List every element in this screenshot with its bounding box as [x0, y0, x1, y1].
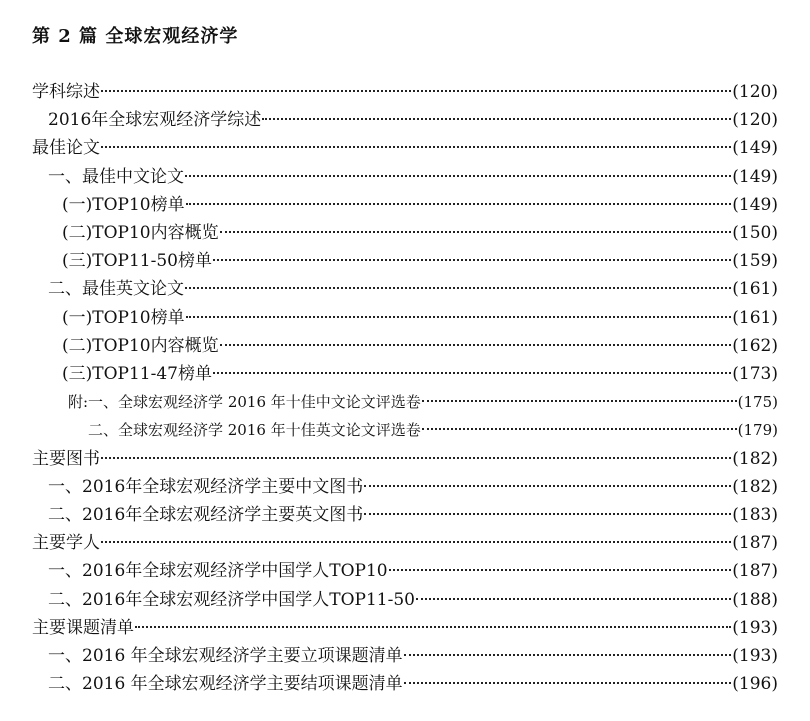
toc-entry-page-number: (196)	[732, 674, 778, 695]
toc-entry-page-number: (187)	[732, 561, 778, 582]
toc-entry-label: (二)TOP10内容概览	[62, 335, 219, 356]
toc-entry-page-number: (188)	[732, 589, 778, 610]
toc-entry-label: 一、2016年全球宏观经济学中国学人TOP10	[48, 561, 388, 582]
toc-entry-label: 一、最佳中文论文	[48, 166, 184, 187]
toc-entry-label: 二、最佳英文论文	[48, 279, 184, 300]
toc-entry[interactable]	[62, 306, 778, 330]
dot-leader	[185, 175, 731, 177]
toc-entry-page-number: (187)	[732, 533, 778, 554]
toc-entry-page-number: (182)	[732, 476, 778, 497]
toc-entry-label: 附:一、全球宏观经济学 2016 年十佳中文论文评选卷	[68, 393, 421, 412]
toc-entry-label: (三)TOP11-47榜单	[62, 364, 212, 384]
toc-entry-label: 二、2016 年全球宏观经济学主要结项课题清单	[48, 674, 403, 695]
toc-entry-label: 二、2016年全球宏观经济学主要英文图书	[48, 505, 364, 525]
dot-leader	[422, 428, 737, 430]
toc-entry[interactable]	[48, 588, 778, 612]
toc-entry-label: (一)TOP10榜单	[62, 307, 185, 328]
toc-entry[interactable]	[32, 616, 778, 640]
dot-leader	[404, 682, 732, 684]
dot-leader	[186, 203, 732, 205]
toc-entry[interactable]	[62, 249, 778, 273]
toc-entry-label: (三)TOP11-50榜单	[62, 251, 212, 272]
toc-entry[interactable]	[48, 277, 778, 301]
dot-leader	[220, 231, 732, 233]
toc-entry[interactable]	[48, 108, 778, 132]
dot-leader	[213, 372, 731, 374]
dot-leader	[404, 654, 732, 656]
dot-leader	[422, 400, 737, 402]
toc-entry-page-number: (162)	[732, 335, 778, 356]
toc-entry-page-number: (120)	[732, 82, 778, 102]
toc-entry-label: 学科综述	[32, 82, 100, 102]
toc-entry-page-number: (173)	[732, 364, 778, 384]
toc-entry-label: 一、2016年全球宏观经济学主要中文图书	[48, 476, 364, 497]
dot-leader	[389, 569, 732, 571]
toc-entry-page-number: (161)	[732, 307, 778, 328]
toc-entry[interactable]	[48, 503, 778, 527]
toc-entry-label: (一)TOP10榜单	[62, 194, 185, 215]
toc-entry-page-number: (149)	[732, 166, 778, 187]
toc-entry[interactable]	[62, 334, 778, 358]
toc-entry-page-number: (182)	[732, 448, 778, 469]
toc-entry[interactable]	[32, 80, 778, 104]
toc-entry-page-number: (149)	[732, 138, 778, 159]
dot-leader	[101, 146, 731, 148]
toc-entry[interactable]	[32, 136, 778, 160]
dot-leader	[213, 259, 731, 261]
toc-entry-page-number: (120)	[732, 110, 778, 131]
dot-leader	[262, 118, 731, 120]
toc-entry-page-number: (175)	[737, 393, 778, 412]
toc-entry-label: 二、全球宏观经济学 2016 年十佳英文论文评选卷	[88, 421, 421, 440]
toc-entry[interactable]	[48, 165, 778, 189]
toc-entry[interactable]	[88, 418, 778, 442]
toc-entry-label: 最佳论文	[32, 138, 100, 159]
toc-entry[interactable]	[48, 644, 778, 668]
toc-entry-page-number: (183)	[732, 505, 778, 525]
toc-entry-label: 二、2016年全球宏观经济学中国学人TOP11-50	[48, 589, 415, 610]
dot-leader	[101, 457, 731, 459]
dot-leader	[416, 598, 731, 600]
section-heading: 第 2 篇 全球宏观经济学	[32, 26, 239, 47]
dot-leader	[186, 316, 732, 318]
dot-leader	[364, 513, 731, 515]
toc-entry[interactable]	[32, 531, 778, 555]
dot-leader	[135, 626, 731, 628]
toc-entry-page-number: (193)	[732, 617, 778, 638]
toc-entry-page-number: (179)	[737, 421, 778, 440]
dot-leader	[364, 485, 731, 487]
toc-entry[interactable]	[62, 193, 778, 217]
toc-entry[interactable]	[48, 672, 778, 696]
dot-leader	[101, 90, 731, 92]
dot-leader	[101, 541, 731, 543]
dot-leader	[185, 287, 731, 289]
toc-entry-label: 2016年全球宏观经济学综述	[48, 110, 262, 131]
toc-entry[interactable]	[32, 447, 778, 471]
toc-entry[interactable]	[68, 390, 778, 414]
toc-entry[interactable]	[62, 362, 778, 386]
toc-entry-page-number: (161)	[732, 279, 778, 300]
toc-entry-page-number: (159)	[732, 251, 778, 272]
toc-entry[interactable]	[62, 221, 778, 245]
toc-entry[interactable]	[48, 559, 778, 583]
toc-entry-label: 主要学人	[32, 533, 100, 554]
toc-entry-page-number: (193)	[732, 646, 778, 666]
toc-entry-page-number: (150)	[732, 223, 778, 243]
toc-entry-label: 主要课题清单	[32, 617, 134, 638]
toc-entry-label: 一、2016 年全球宏观经济学主要立项课题清单	[48, 646, 403, 666]
toc-entry-label: 主要图书	[32, 448, 100, 469]
dot-leader	[220, 344, 732, 346]
toc-entry-page-number: (149)	[732, 194, 778, 215]
toc-entry-label: (二)TOP10内容概览	[62, 223, 219, 243]
toc-entry[interactable]	[48, 475, 778, 499]
